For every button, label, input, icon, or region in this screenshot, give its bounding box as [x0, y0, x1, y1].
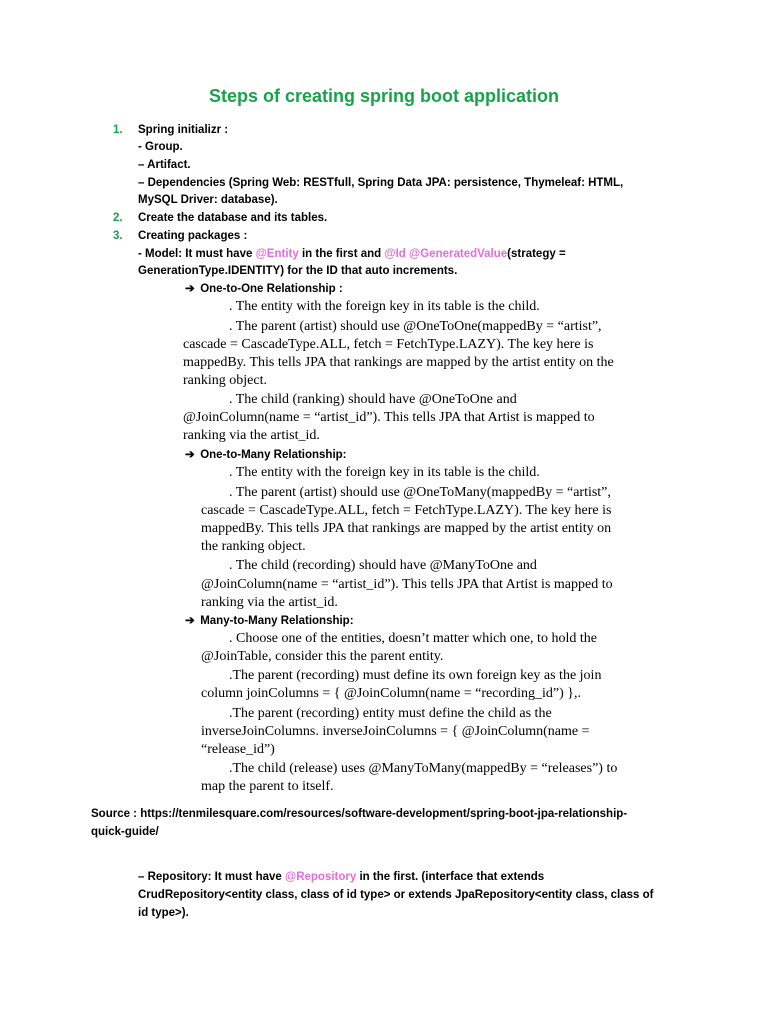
one-to-one-line2: . The parent (artist) should use @OneToOne(mappedBy = “artist”,	[229, 319, 602, 334]
many-to-many-line3: .The parent (recording) must define its own foreign key as the join	[229, 668, 602, 683]
one-to-many-line4: mappedBy. This tells JPA that rankings are mapped by the artist entity on	[201, 521, 612, 536]
many-to-many-line4: column joinColumns = { @JoinColumn(name = “recording_id”) },.	[201, 686, 582, 701]
one-to-one-heading-text: One-to-One Relationship :	[200, 283, 343, 295]
step1-deps-line1: – Dependencies (Spring Web: RESTfull, Spring Data JPA: persistence, Thymeleaf: HTML,	[138, 177, 624, 189]
repository-line2: CrudRepository<entity class, class of id type> or extends JpaRepository<entity class, class of	[138, 889, 654, 901]
many-to-many-line8: .The child (release) uses @ManyToMany(mappedBy = “releases”) to	[229, 761, 618, 776]
repository-annotation: @Repository	[284, 871, 357, 883]
one-to-many-line8: ranking via the artist_id.	[201, 595, 338, 610]
one-to-one-line4: mappedBy. This tells JPA that rankings are mapped by the artist entity on the	[183, 355, 614, 370]
one-to-many-line6: . The child (recording) should have @ManyToOne and	[229, 558, 537, 573]
many-to-many-heading-text: Many-to-Many Relationship:	[200, 615, 354, 627]
many-to-many-line1: . Choose one of the entities, doesn’t matter which one, to hold the	[229, 631, 597, 646]
one-to-one-line3: cascade = CascadeType.ALL, fetch = FetchType.LAZY). The key here is	[183, 337, 594, 352]
one-to-many-heading-text: One-to-Many Relationship:	[200, 449, 347, 461]
one-to-many-line7: @JoinColumn(name = “artist_id”). This tells JPA that Artist is mapped to	[201, 577, 613, 592]
one-to-one-line7: @JoinColumn(name = “artist_id”). This tells JPA that Artist is mapped to	[183, 410, 595, 425]
one-to-many-line1: . The entity with the foreign key in its table is the child.	[229, 465, 540, 480]
model-mid: in the first and	[298, 248, 385, 260]
one-to-many-line3: cascade = CascadeType.ALL, fetch = FetchType.LAZY). The key here is	[201, 503, 612, 518]
arrow-right-icon: ➔	[185, 283, 195, 295]
step2-label: Create the database and its tables.	[138, 212, 328, 224]
arrow-right-icon: ➔	[185, 449, 195, 461]
one-to-many-line2: . The parent (artist) should use @OneToMany(mappedBy = “artist”,	[229, 485, 611, 500]
one-to-one-line5: ranking object.	[183, 373, 267, 388]
many-to-many-heading	[185, 613, 354, 630]
many-to-many-line5: .The parent (recording) entity must define the child as the	[229, 706, 552, 721]
id-annotation: @Id	[384, 248, 406, 260]
repository-pre: – Repository: It must have	[138, 871, 285, 883]
step1-group: - Group.	[138, 141, 183, 153]
model-line2: GenerationType.IDENTITY) for the ID that auto increments.	[138, 265, 458, 277]
repository-line1	[138, 869, 544, 886]
list-number-1: 1.	[113, 124, 123, 136]
step1-artifact: – Artifact.	[138, 159, 191, 171]
entity-annotation: @Entity	[255, 248, 299, 260]
one-to-many-heading	[185, 447, 347, 464]
arrow-right-icon: ➔	[185, 615, 195, 627]
many-to-many-line6: inverseJoinColumns. inverseJoinColumns = { @JoinColumn(name =	[201, 724, 590, 739]
list-number-2: 2.	[113, 212, 123, 224]
step1-label: Spring initializr :	[138, 124, 229, 136]
step1-deps-line2: MySQL Driver: database).	[138, 194, 278, 206]
source-line2: quick-guide/	[91, 826, 159, 838]
one-to-one-heading	[185, 281, 343, 298]
repository-post: in the first. (interface that extends	[356, 871, 545, 883]
one-to-one-line6: . The child (ranking) should have @OneToOne and	[229, 392, 517, 407]
model-line1	[138, 246, 566, 263]
generated-value-annotation: @GeneratedValue	[409, 248, 508, 260]
model-post: (strategy =	[507, 248, 566, 260]
source-line1: Source : https://tenmilesquare.com/resources/software-development/spring-boot-jpa-relationship-	[91, 808, 628, 820]
many-to-many-line9: map the parent to itself.	[201, 779, 334, 794]
many-to-many-line2: @JoinTable, consider this the parent entity.	[201, 649, 444, 664]
one-to-one-line1: . The entity with the foreign key in its table is the child.	[229, 299, 540, 314]
model-pre: - Model: It must have	[138, 248, 256, 260]
page-title: Steps of creating spring boot application	[208, 86, 560, 106]
many-to-many-line7: “release_id”)	[201, 742, 275, 757]
list-number-3: 3.	[113, 230, 123, 242]
repository-line3: id type>).	[138, 907, 189, 919]
one-to-one-line8: ranking via the artist_id.	[183, 428, 320, 443]
one-to-many-line5: the ranking object.	[201, 539, 306, 554]
step3-label: Creating packages :	[138, 230, 248, 242]
